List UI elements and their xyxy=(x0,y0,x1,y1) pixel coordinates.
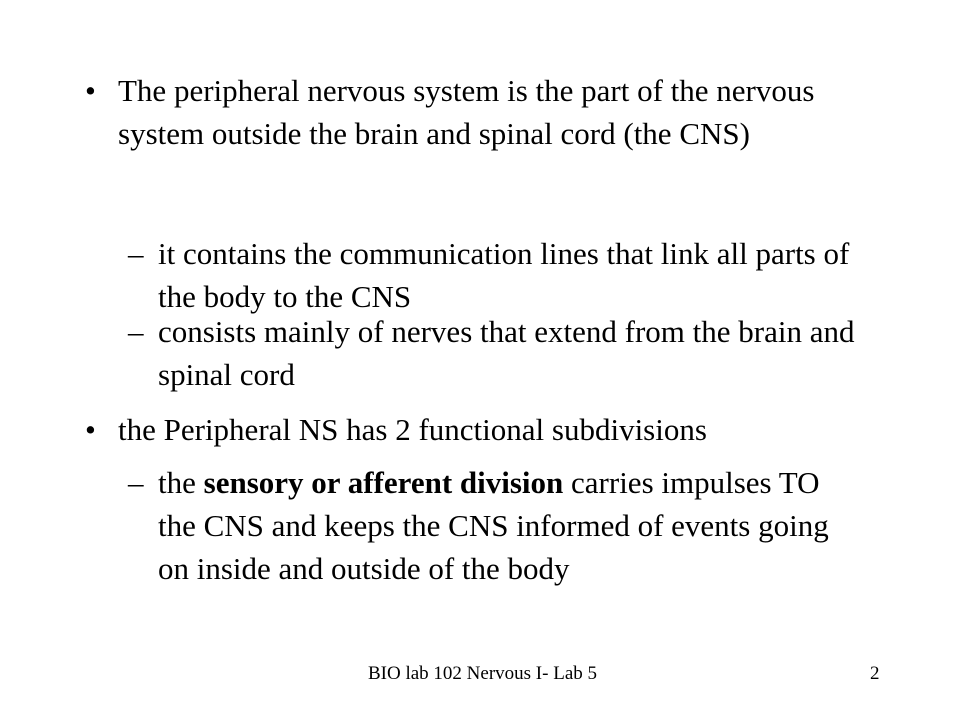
bullet-text: The peripheral nervous system is the part of the nervous system outside the brain and spinal cord (the CNS) xyxy=(118,73,815,151)
subbullet-text: it contains the communication lines that link all parts of the body to the CNS xyxy=(158,236,850,314)
dash-marker: – xyxy=(128,236,144,271)
page-number: 2 xyxy=(870,663,880,684)
bullet-peripheral-definition xyxy=(85,69,858,155)
subbullet-text-after: carries impulses TO the CNS and keeps the CNS informed of events going on inside and outside of the body xyxy=(158,465,829,586)
bullet-subdivisions xyxy=(85,408,858,451)
dash-marker: – xyxy=(128,465,144,500)
subbullet-communication-lines xyxy=(128,232,858,318)
bullet-marker: • xyxy=(85,412,96,447)
subbullet-nerves xyxy=(128,310,858,396)
subbullet-bold-term: sensory or afferent division xyxy=(203,465,564,500)
subbullet-text-before: the xyxy=(158,465,196,500)
subbullet-sensory-division xyxy=(128,461,858,590)
dash-marker: – xyxy=(128,314,144,349)
subbullet-text: consists mainly of nerves that extend from the brain and spinal cord xyxy=(158,314,855,392)
footer-title: BIO lab 102 Nervous I- Lab 5 xyxy=(368,663,598,684)
bullet-text: the Peripheral NS has 2 functional subdivisions xyxy=(118,412,707,447)
bullet-marker: • xyxy=(85,73,96,108)
